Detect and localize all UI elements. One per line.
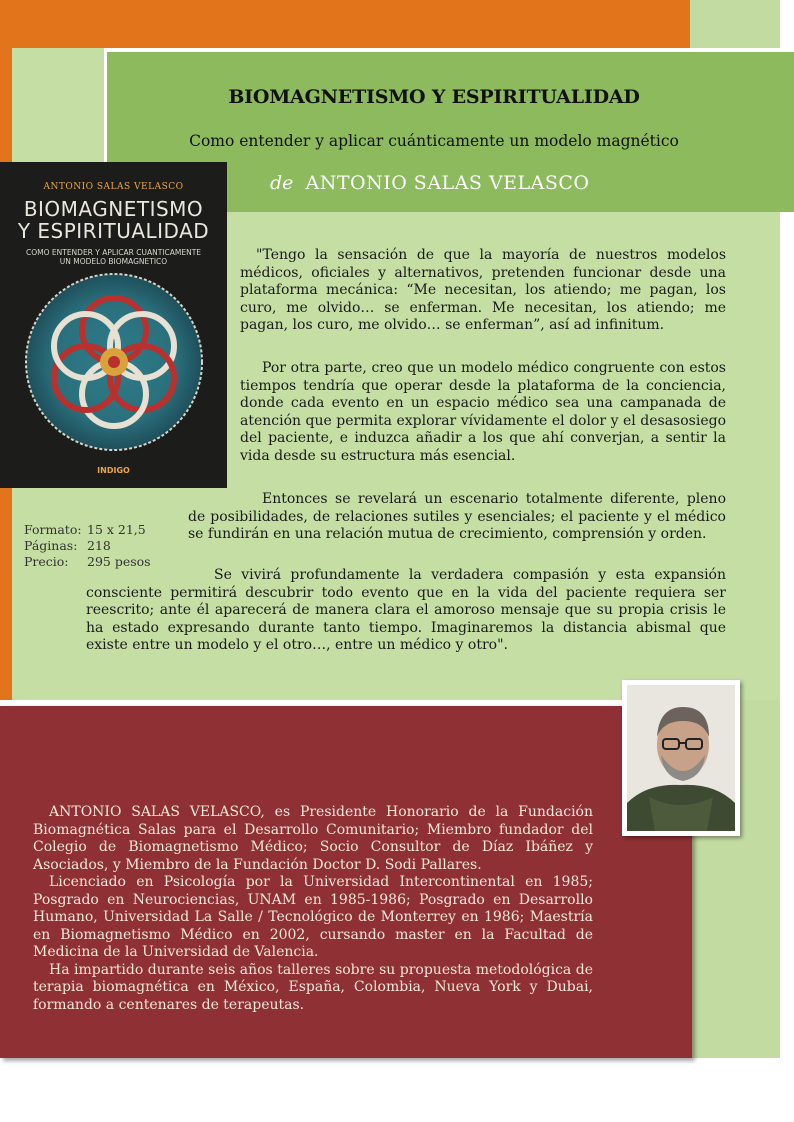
quote-paragraph-2: Por otra parte, creo que un modelo médico congruente con estos tiempos tendría que operar desde la plataforma de la conciencia, donde cada evento en un espacio médico sea una campanada de atención que permita explorar vívidamente el dolor y el desasosiego del paciente, e induzca añadir a los que ahí converjan, a sentir la vida desde su estructura más esencial. [240,360,726,464]
quote-paragraph-4: Se vivirá profundamente la verdadera compasión y esta expansión consciente permitirá descubrir todo evento que en la vida del paciente requiera ser reescrito; ante él aparecerá de manera clara el amoroso mensaje que su propia crisis le ha estado expresando durante tanto tiempo. Imaginaremos la distancia abismal que existe entre un modelo y el otro…, entre un médico y otro". [86,567,726,653]
bio-paragraph-3: Ha impartido durante seis años talleres sobre su propuesta metodológica de terapia biomagnética en México, España, Colombia, Nueva York y Dubai, formando a centenares de terapeutas. [33,961,593,1013]
book-cover [0,162,227,488]
book-specs [24,522,151,570]
book-cover-subtitle [0,248,227,266]
spec-label: Precio: [24,554,69,569]
author-photo [622,680,740,836]
spec-row-pages [24,538,151,554]
author-bio [33,804,593,1014]
byline-prefix: de [270,172,294,194]
bio-paragraph-2: Licenciado en Psicología por la Universidad Intercontinental en 1985; Posgrado en Neurociencias, UNAM en 1985-1986; Posgrado en Desarrollo Humano, Universidad La Salle / Tecnológico de Monterrey en 1986; Maestría en Biomagnetismo Médico en 2002, cursando master en la Facultad de Medicina de la Universidad de Valencia. [33,874,593,960]
book-cover-subtitle-line2: UN MODELO BIOMAGNETICO [59,257,168,266]
author-portrait-icon [627,685,735,831]
byline [270,172,690,194]
page-subtitle: Como entender y aplicar cuánticamente un modelo magnético [189,132,679,150]
spec-value: 295 pesos [87,554,151,569]
page-title: BIOMAGNETISMO Y ESPIRITUALIDAD [228,86,640,108]
quote-paragraph-1: "Tengo la sensación de que la mayoría de nuestros modelos médicos, oficiales y alternativos, pretenden funcionar desde una plataforma mecánica: “Me necesitan, los atiendo; me pagan, los curo, me olvido… se enferman. Me necesitan, los atiendo; me pagan, los curo, me olvido… se enferman”, así ad infinitum. [240,247,726,333]
spec-label: Páginas: [24,538,78,553]
book-cover-publisher: INDIGO [97,466,130,475]
book-cover-author: ANTONIO SALAS VELASCO [43,182,184,192]
spec-value: 218 [87,538,111,553]
spec-label: Formato: [24,522,82,537]
bio-paragraph-1: ANTONIO SALAS VELASCO, es Presidente Honorario de la Fundación Biomagnética Salas para el Desarrollo Comunitario; Miembro fundador del Colegio de Biomagnetismo Médico; Socio Consultor de Díaz Ibáñez y Asociados, y Miembro de la Fundación Doctor D. Sodi Pallares. [33,804,593,873]
spec-value: 15 x 21,5 [87,522,146,537]
book-cover-title [0,198,227,242]
book-cover-title-line1: BIOMAGNETISMO [23,197,204,221]
header-border [104,48,794,52]
spec-row-format [24,522,151,538]
mosaic-flower-icon [22,270,206,454]
quote-paragraph-3: Entonces se revelará un escenario totalmente diferente, pleno de posibilidades, de relaciones sutiles y esenciales; el paciente y el médico se fundirán en una relación mutua de crecimiento, comprensión y orden. [188,491,726,542]
book-cover-subtitle-line1: COMO ENTENDER Y APLICAR CUANTICAMENTE [25,248,202,257]
book-cover-title-line2: Y ESPIRITUALIDAD [17,219,210,243]
byline-author: ANTONIO SALAS VELASCO [305,172,590,194]
